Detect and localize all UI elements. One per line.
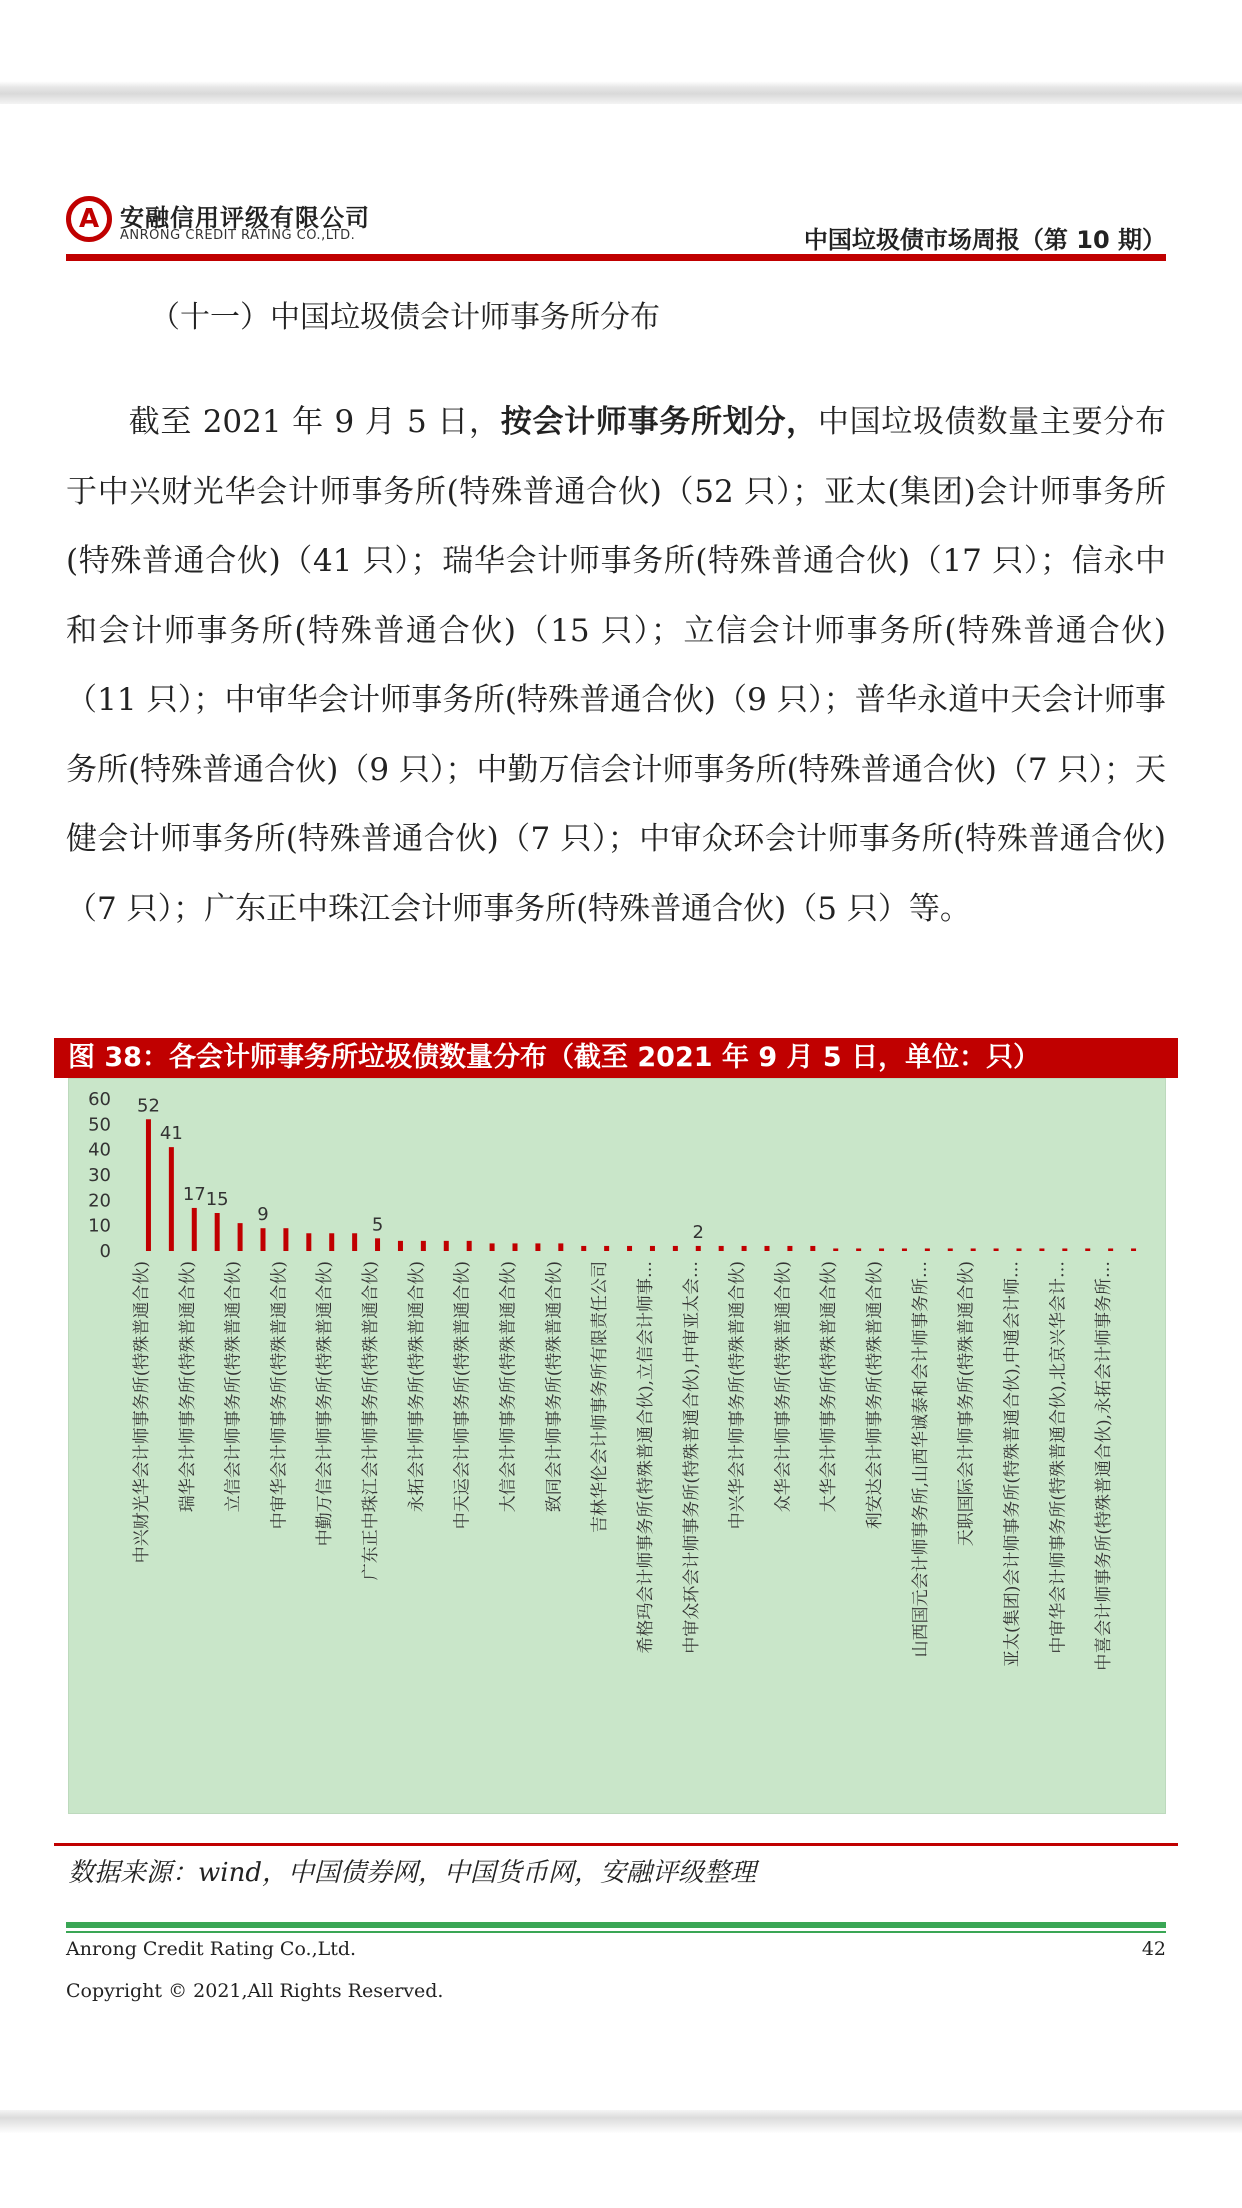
bar	[673, 1246, 678, 1251]
x-tick-label: 吉林华伦会计师事务所有限责任公司	[590, 1261, 611, 1533]
y-tick-label: 0	[99, 1241, 111, 1262]
x-tick-label: 中兴华会计师事务所(特殊普通合伙)	[727, 1261, 748, 1530]
x-tick-label: 永拓会计师事务所(特殊普通合伙)	[406, 1261, 427, 1513]
x-tick-label: 大信会计师事务所(特殊普通合伙)	[498, 1261, 519, 1513]
figure-title: 图 38：各会计师事务所垃圾债数量分布（截至 2021 年 9 月 5 日，单位：只）	[54, 1038, 1178, 1078]
footer-company: Anrong Credit Rating Co.,Ltd.	[66, 1938, 357, 1960]
bar	[329, 1233, 334, 1251]
company-name-cn: 安融信用评级有限公司	[120, 204, 370, 232]
y-tick-label: 50	[88, 1114, 111, 1136]
x-tick-label: 大华会计师事务所(特殊普通合伙)	[819, 1261, 840, 1513]
bar	[261, 1228, 266, 1251]
y-tick-label: 10	[88, 1215, 111, 1237]
page-number: 42	[1141, 1938, 1166, 1960]
y-tick-label: 60	[88, 1089, 111, 1110]
paragraph-bold: 按会计师事务所划分，	[500, 404, 818, 440]
data-label: 5	[371, 1214, 384, 1236]
x-tick-label: 众华会计师事务所(特殊普通合伙)	[773, 1261, 794, 1513]
bar	[765, 1246, 770, 1251]
bar	[352, 1233, 357, 1251]
body-paragraph	[66, 388, 1166, 944]
x-tick-label: 瑞华会计师事务所(特殊普通合伙)	[177, 1261, 198, 1513]
anrong-logo-icon: A	[66, 196, 112, 242]
bar	[650, 1246, 655, 1251]
company-name-en: ANRONG CREDIT RATING CO.,LTD.	[120, 228, 356, 243]
bar	[833, 1248, 838, 1251]
bar	[948, 1248, 953, 1251]
bar	[490, 1243, 495, 1251]
x-tick-label: 中喜会计师事务所(特殊普通合伙),永拓会计师事务所…	[1094, 1261, 1115, 1671]
x-tick-label: 广东正中珠江会计师事务所(特殊普通合伙)	[361, 1261, 382, 1581]
source-divider	[54, 1843, 1178, 1846]
bar	[994, 1248, 999, 1251]
bar-chart-panel	[68, 1078, 1166, 1814]
bar	[902, 1248, 907, 1251]
bar	[604, 1246, 609, 1251]
bar	[192, 1208, 197, 1251]
data-label: 15	[205, 1189, 229, 1210]
paragraph-lead: 截至 2021 年 9 月 5 日，	[128, 404, 501, 440]
data-source-note: 数据来源：wind，中国债券网，中国货币网，安融评级整理	[68, 1858, 756, 1888]
footer-copyright: Copyright © 2021,All Rights Reserved.	[66, 1980, 444, 2002]
x-tick-label: 中兴财光华会计师事务所(特殊普通合伙)	[131, 1261, 152, 1564]
bottom-scroll-band	[0, 2110, 1242, 2208]
footer-divider	[66, 1922, 1166, 1928]
bar	[787, 1246, 792, 1251]
bar	[742, 1246, 747, 1251]
bar	[879, 1248, 884, 1251]
report-title: 中国垃圾债市场周报（第 10 期）	[803, 226, 1166, 254]
bar	[696, 1246, 701, 1251]
bar	[238, 1223, 243, 1251]
bar	[810, 1246, 815, 1251]
bar	[856, 1248, 861, 1251]
x-tick-label: 天职国际会计师事务所(特殊普通合伙)	[956, 1261, 977, 1547]
y-tick-label: 30	[88, 1165, 111, 1186]
section-heading: （十一）中国垃圾债会计师事务所分布	[150, 300, 660, 335]
x-tick-label: 致同会计师事务所(特殊普通合伙)	[544, 1261, 565, 1513]
bar	[627, 1246, 632, 1251]
y-tick-label: 20	[88, 1190, 111, 1212]
bar	[306, 1233, 311, 1251]
data-label: 9	[257, 1204, 269, 1226]
y-tick-label: 40	[88, 1139, 111, 1161]
x-tick-label: 中审众环会计师事务所(特殊普通合伙),中审亚太会…	[681, 1261, 702, 1654]
bar	[925, 1248, 930, 1251]
bar	[971, 1248, 976, 1251]
footer-divider-thin	[66, 1931, 1166, 1933]
top-scroll-band	[0, 0, 1242, 104]
bar	[1017, 1248, 1022, 1251]
x-tick-label: 中审华会计师事务所(特殊普通合伙),北京兴华会计…	[1048, 1261, 1069, 1654]
header-divider	[66, 254, 1166, 261]
bar	[581, 1246, 586, 1251]
bar	[444, 1241, 449, 1251]
bar	[719, 1246, 724, 1251]
bar	[146, 1119, 151, 1251]
data-label: 52	[137, 1095, 160, 1117]
paragraph-rest: 中国垃圾债数量主要分布于中兴财光华会计师事务所(特殊普通合伙)（52 只）；亚太(集团)会计师事务所(特殊普通合伙)（41 只）；瑞华会计师事务所(特殊普通合伙)（17 只）；信永中和会计师事务所(特殊普通合伙)（15 只）；立信会计师事务所(特殊普通合伙)（11 只）；中审华会计师事务所(特殊普通合伙)（9 只）；普华永道中天会计师事务所(特殊普通合伙)（9 只）；中勤万信会计师事务所(特殊普通合伙)（7 只）；天健会计师事务所(特殊普通合伙)（7 只）；中审众环会计师事务所(特殊普通合伙)（7 只）；广东正中珠江会计师事务所(特殊普通合伙)（5 只）等。	[66, 404, 1167, 927]
bar	[421, 1241, 426, 1251]
bar	[1062, 1248, 1067, 1251]
bar	[1108, 1248, 1113, 1251]
x-tick-label: 中天运会计师事务所(特殊普通合伙)	[452, 1261, 473, 1530]
bar	[1131, 1248, 1136, 1251]
x-tick-label: 中勤万信会计师事务所(特殊普通合伙)	[315, 1261, 336, 1547]
bar	[558, 1243, 563, 1251]
x-tick-label: 山西国元会计师事务所,山西华诚泰和会计师事务所…	[910, 1261, 931, 1658]
x-tick-label: 希格玛会计师事务所(特殊普通合伙),立信会计师事…	[635, 1261, 656, 1654]
data-label: 17	[182, 1183, 206, 1205]
bar	[1085, 1248, 1090, 1251]
bar	[375, 1238, 380, 1251]
bar	[215, 1213, 220, 1251]
data-label: 2	[692, 1221, 704, 1243]
x-tick-label: 利安达会计师事务所(特殊普通合伙)	[865, 1261, 886, 1530]
bar	[467, 1241, 472, 1251]
bar-chart	[69, 1079, 1167, 1815]
data-label: 41	[159, 1123, 183, 1145]
bar	[513, 1243, 518, 1251]
bar	[283, 1228, 288, 1251]
x-tick-label: 中审华会计师事务所(特殊普通合伙)	[269, 1261, 290, 1530]
bar	[1039, 1248, 1044, 1251]
x-tick-label: 立信会计师事务所(特殊普通合伙)	[223, 1261, 244, 1513]
bar	[398, 1241, 403, 1251]
x-tick-label: 亚太(集团)会计师事务所(特殊普通合伙),中通会计师…	[1002, 1261, 1023, 1667]
bar	[169, 1147, 174, 1251]
bar	[535, 1243, 540, 1251]
